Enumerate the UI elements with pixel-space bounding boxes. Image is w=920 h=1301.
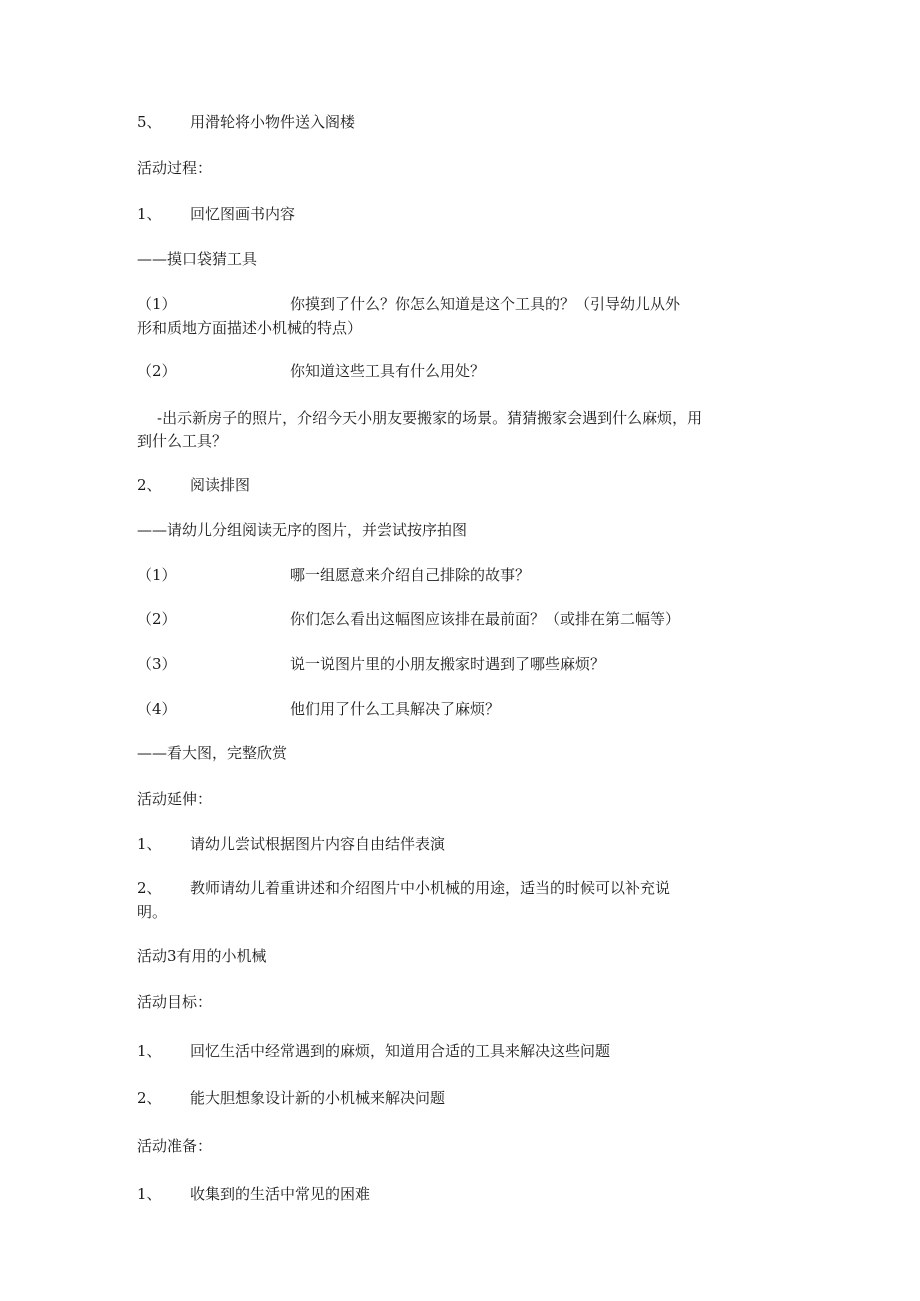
list-number: 1、 (137, 1185, 162, 1203)
extension-item-text: 教师请幼儿着重讲述和介绍图片中小机械的用途，适当的时候可以补充说 (190, 879, 671, 897)
list-item-5-text: 用滑轮将小物件送入阁楼 (190, 113, 356, 131)
section-heading-extension: 活动延伸： (137, 790, 213, 808)
list-number: 1、 (137, 205, 162, 223)
extension-item-text-continued: 明。 (137, 903, 168, 921)
extension-item-text: 请幼儿尝试根据图片内容自由结伴表演 (190, 835, 446, 853)
list-number: 1、 (137, 1042, 162, 1060)
step-title-sort-pictures: 阅读排图 (190, 476, 251, 494)
question-text: 你们怎么看出这幅图应该排在最前面？（或排在第二幅等） (290, 610, 681, 628)
question-number: （2） (137, 362, 177, 380)
question-number: （3） (137, 655, 177, 673)
question-number: （1） (137, 295, 177, 313)
list-item-5 (137, 112, 162, 132)
activity-title: 活动3有用的小机械 (137, 947, 267, 965)
question-text-continued: 形和质地方面描述小机械的特点） (137, 319, 363, 337)
goal-item-text: 回忆生活中经常遇到的麻烦，知道用合适的工具来解决这些问题 (190, 1042, 611, 1060)
paragraph-new-house: -出示新房子的照片，介绍今天小朋友要搬家的场景。猜猜搬家会遇到什么麻烦，用 (157, 409, 703, 427)
preparation-item-text: 收集到的生活中常见的困难 (190, 1185, 371, 1203)
question-text: 你摸到了什么？你怎么知道是这个工具的？（引导幼儿从外 (290, 295, 681, 313)
section-heading-preparation: 活动准备： (137, 1137, 213, 1155)
question-number: （2） (137, 610, 177, 628)
paragraph-new-house-continued: 到什么工具？ (137, 432, 228, 450)
question-text: 你知道这些工具有什么用处？ (290, 362, 486, 380)
section-heading-process: 活动过程： (137, 159, 213, 177)
goal-item-text: 能大胆想象设计新的小机械来解决问题 (190, 1089, 446, 1107)
list-number: 2、 (137, 879, 162, 897)
list-number: 2、 (137, 1089, 162, 1107)
section-heading-goals: 活动目标： (137, 993, 213, 1011)
list-number: 2、 (137, 476, 162, 494)
list-number: 1、 (137, 835, 162, 853)
sub-activity-big-picture: ——看大图，完整欣赏 (137, 744, 288, 762)
step-title-recall: 回忆图画书内容 (190, 205, 296, 223)
question-text: 他们用了什么工具解决了麻烦？ (290, 700, 501, 718)
question-text: 说一说图片里的小朋友搬家时遇到了哪些麻烦？ (290, 655, 606, 673)
list-number: 5、 (137, 113, 162, 131)
question-text: 哪一组愿意来介绍自己排除的故事？ (290, 566, 531, 584)
sub-activity-touch-bag: ——摸口袋猜工具 (137, 250, 258, 268)
sub-activity-group-reading: ——请幼儿分组阅读无序的图片，并尝试按序拍图 (137, 521, 468, 539)
question-number: （4） (137, 700, 177, 718)
question-number: （1） (137, 566, 177, 584)
